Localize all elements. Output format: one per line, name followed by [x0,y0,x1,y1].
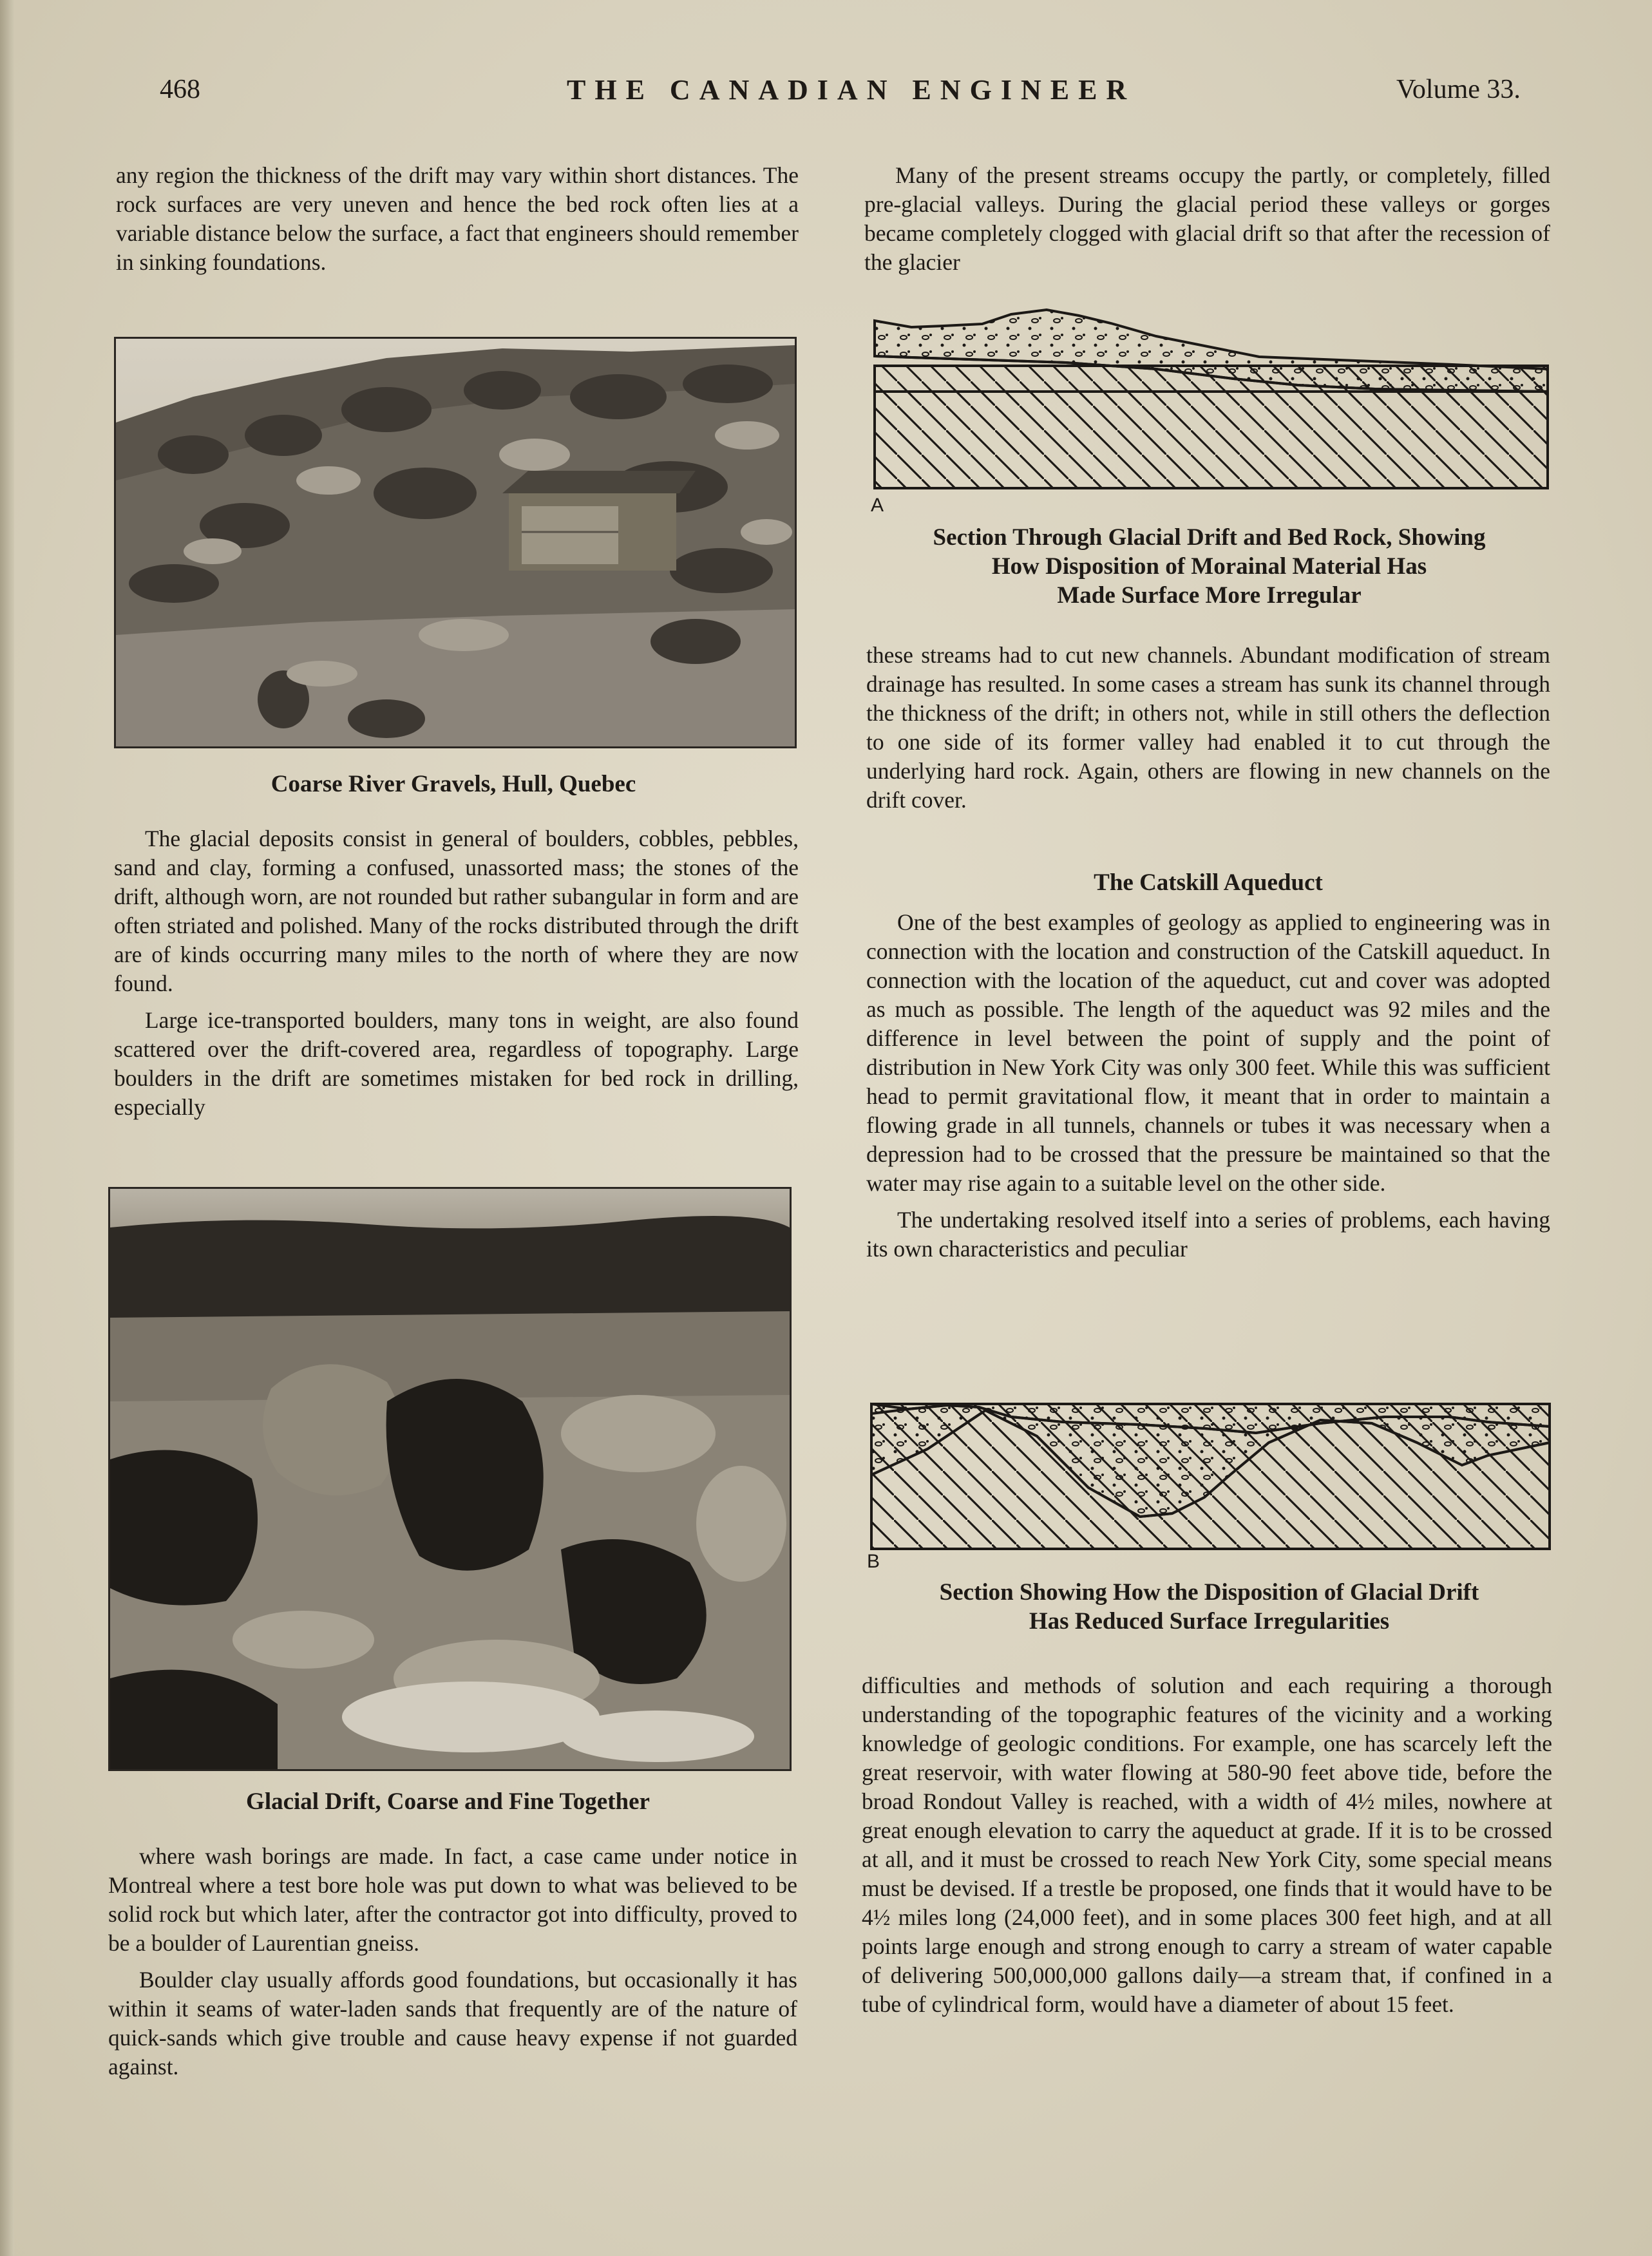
paragraph: One of the best examples of geology as applied to engineering was in connection with the location and construction of the Catskill aqueduct. In connection with the location of the aqueduct, cut and cover was adopted as much as possible. The length of the aqueduct was 92 miles and the difference in level between the point of supply and the point of distribution in New York City was only 300 feet. While this was sufficient head to permit gravitational flow, it meant that in order to maintain a flowing grade in all tunnels, channels or tubes it was necessary when a depression had to be crossed that the pressure be maintained so that the water may rise again to a suitable level on the other side. [866,909,1550,1196]
journal-title: THE CANADIAN ENGINEER [567,74,1136,106]
right-text-block-4 [862,1671,1552,2019]
paragraph: difficulties and methods of solution and each requiring a thorough understanding of the topographic features of the vicinity and a working knowledge of geologic conditions. For example, one has scarcely left the great reservoir, with water flowing at 580-90 feet above tide, before the broad Rondout Valley is reached, with a width of 4½ miles, nowhere at great enough elevation to carry the aqueduct at grade. If it is to be crossed at all, and it must be crossed to reach New York City, some special means must be devised. If a trestle be proposed, one finds that it would have to be 4½ miles long (24,000 feet), and in some places 300 feet high, and at all points large enough and strong enough to carry a stream of water capable of delivering 500,000,000 gallons daily—a stream that, if confined in a tube of cylindrical form, would have a diameter of about 15 feet. [862,1673,1552,2017]
figure-a-label: A [871,495,884,516]
figure-a-caption [866,523,1552,610]
paragraph: these streams had to cut new channels. Abundant modification of stream drainage has resulted. In some cases a stream has sunk its channel through the thickness of the drift; in others not, while in still others the deflection to one side of its former valley had enabled it to cut through the underlying hard rock. Again, others are flowing in new channels on the drift cover. [866,642,1550,813]
photo-glacial-drift [108,1187,792,1771]
figure-a-caption-line: Made Surface More Irregular [1057,582,1362,609]
paragraph: Large ice-transported boulders, many tons in weight, are also found scattered over the drift-covered area, regardless of topography. Large boulders in the drift are sometimes mistaken for bed rock in drilling, especially [114,1007,799,1120]
left-text-block-1 [116,161,799,277]
photo2-caption: Glacial Drift, Coarse and Fine Together [246,1788,650,1815]
figure-b-label: B [867,1551,880,1572]
paragraph: Boulder clay usually affords good foundations, but occasionally it has within it seams of water-laden sands that frequently are of the nature of quick-sands which give trouble and cause heavy expense if not guarded against. [108,1967,797,2080]
photo-drift-image [110,1189,790,1769]
paragraph: The undertaking resolved itself into a series of problems, each having its own characteristics and peculiar [866,1207,1550,1262]
paragraph: The glacial deposits consist in general of boulders, cobbles, pebbles, sand and clay, forming a confused, unassorted mass; the stones of the drift, although worn, are not rounded but rather subangular in form and are often striated and polished. Many of the rocks distributed through the drift are of kinds occurring many miles to the north of where they are now found. [114,826,799,996]
diagram-section-a [873,308,1550,495]
right-text-block-2 [866,641,1550,815]
right-text-block-3 [866,908,1550,1264]
left-text-block-2 [114,824,799,1122]
left-text-block-3 [108,1842,797,2081]
paragraph: any region the thickness of the drift may vary within short distances. The rock surfaces are very uneven and hence the bed rock often lies at a variable distance below the surface, a fact that engineers should remember in sinking foundations. [116,162,799,275]
photo-rocks-image [116,339,795,746]
diagram-section-b [869,1398,1552,1552]
page-number: 468 [160,75,200,104]
binding-edge [0,0,14,2256]
photo1-caption: Coarse River Gravels, Hull, Quebec [271,771,636,797]
figure-b-caption-line: Section Showing How the Disposition of Glacial Drift [939,1579,1479,1606]
section-heading: The Catskill Aqueduct [1094,869,1323,896]
right-text-block-1 [864,161,1550,277]
figure-b-caption-line: Has Reduced Surface Irregularities [1029,1608,1390,1635]
figure-a-caption-line: How Disposition of Morainal Material Has [991,553,1427,580]
photo-coarse-river-gravels [114,337,797,748]
paragraph: Many of the present streams occupy the partly, or completely, filled pre-glacial valleys. During the glacial period these valleys or gorges became completely clogged with glacial drift so that after the recession of the glacier [864,162,1550,275]
figure-a-caption-line: Section Through Glacial Drift and Bed Rock, Showing [933,524,1486,551]
figure-b-caption [866,1578,1552,1636]
paragraph: where wash borings are made. In fact, a case came under notice in Montreal where a test bore hole was put down to what was believed to be solid rock but which later, after the contractor got into difficulty, proved to be a boulder of Laurentian gneiss. [108,1843,797,1956]
volume-number: Volume 33. [1396,75,1521,104]
